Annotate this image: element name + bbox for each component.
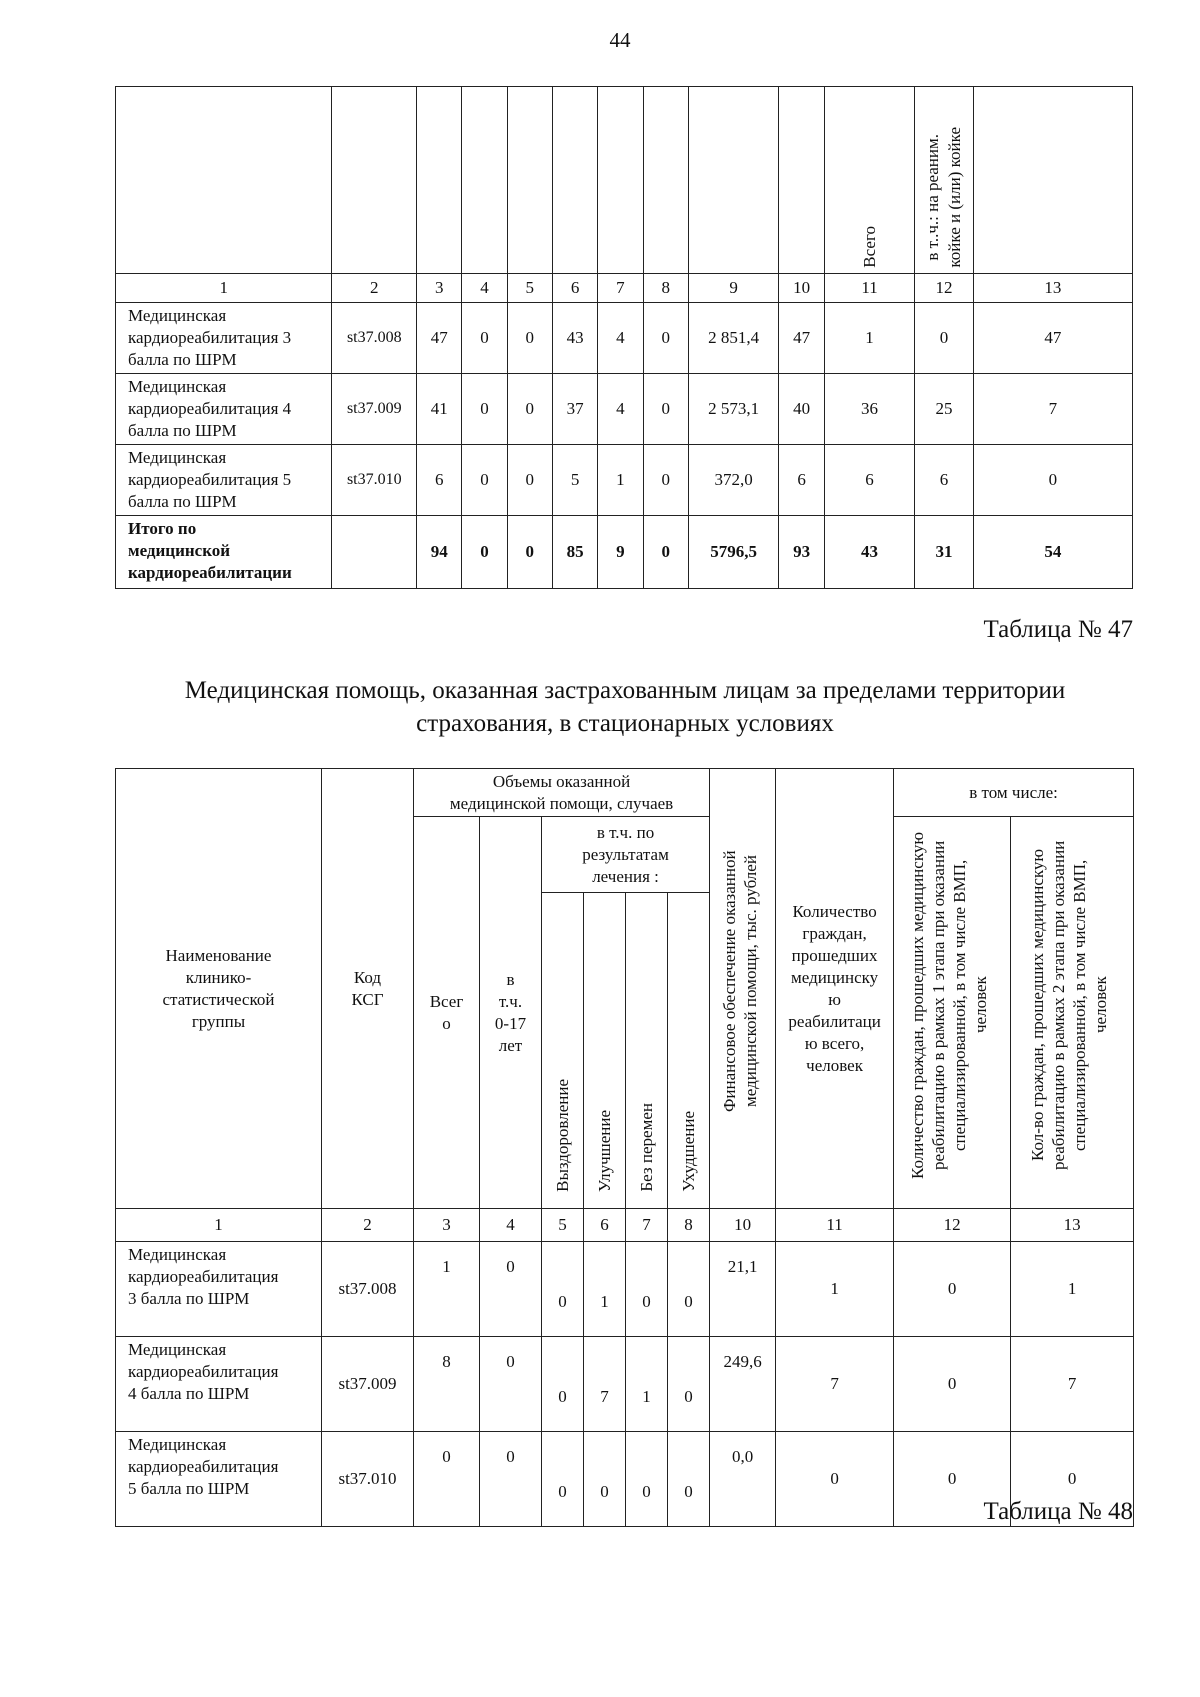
table-cell: 0: [542, 1242, 584, 1337]
total-cell: 43: [824, 516, 915, 589]
table-caption-48: Таблица № 48: [983, 1498, 1133, 1525]
total-cell: 5796,5: [688, 516, 779, 589]
table-cell: st37.009: [332, 374, 417, 445]
line: балла по ШРМ: [128, 350, 237, 369]
line: 4 балла по ШРМ: [128, 1384, 250, 1403]
column-number: 13: [973, 274, 1132, 303]
table-cell: st37.009: [322, 1337, 414, 1432]
row-name: [116, 303, 332, 374]
line: в т.ч. по: [596, 822, 655, 842]
table-cell: st37.008: [332, 303, 417, 374]
table-cell: st37.010: [332, 445, 417, 516]
table-cell: 8: [414, 1337, 480, 1432]
table1-header-row: [116, 87, 1133, 274]
line: кардиореабилитация: [128, 1362, 279, 1381]
line: кардиореабилитация: [128, 1457, 279, 1476]
table-cell: 0: [626, 1242, 668, 1337]
total-cell: 9: [598, 516, 643, 589]
line: кардиореабилитация: [128, 1267, 279, 1286]
table-cell: 0: [643, 374, 688, 445]
line: Объемы оказанной: [492, 771, 631, 791]
table-cell: 1: [598, 445, 643, 516]
table-cell: 0,0: [710, 1432, 776, 1527]
t1-header-reanim: в т..ч.: на реаним. койке и (или) койке: [915, 87, 973, 274]
line: Всег: [429, 991, 464, 1011]
line: Медицинская: [128, 377, 227, 396]
table-caption-47: Таблица № 47: [983, 616, 1133, 643]
t2-header-nochange: Без перемен: [626, 893, 668, 1209]
table-cell: 0: [480, 1432, 542, 1527]
table-cell: 0: [643, 303, 688, 374]
table-cell: 1: [626, 1337, 668, 1432]
column-number: 1: [116, 274, 332, 303]
table-title-47: Медицинская помощь, оказанная застрахованным лицам за пределами территории страхования, в стационарных условиях: [184, 677, 1066, 737]
table-cell: 6: [779, 445, 824, 516]
t2-header-code: [322, 769, 414, 1209]
table-cell: 0: [668, 1242, 710, 1337]
line: о: [442, 1013, 451, 1033]
table-cell: 4: [598, 374, 643, 445]
table-cell: 47: [779, 303, 824, 374]
table2-column-numbers: [116, 1209, 1134, 1242]
column-number: 7: [598, 274, 643, 303]
total-cell: 93: [779, 516, 824, 589]
line: 0-17: [494, 1013, 527, 1033]
table-cell: 372,0: [688, 445, 779, 516]
line: медицинску: [790, 967, 879, 987]
table-cell: 0: [542, 1432, 584, 1527]
total-cell: [332, 516, 417, 589]
line: Итого по: [128, 519, 197, 538]
t2-header-stage2: Кол-во граждан, прошедших медицинскую реабилитацию в рамках 2 этапа при оказании специализированной, в том числе ВМП, человек: [1011, 817, 1134, 1209]
table-cell: 7: [1011, 1337, 1134, 1432]
line: Медицинская: [128, 448, 227, 467]
total-cell: 31: [915, 516, 973, 589]
t2-header-volumes: [414, 769, 710, 817]
column-number: 2: [332, 274, 417, 303]
table-cell: 43: [552, 303, 597, 374]
line: балла по ШРМ: [128, 492, 237, 511]
outside-territory-table: [115, 768, 1134, 1527]
table-cell: 36: [824, 374, 915, 445]
table-cell: 37: [552, 374, 597, 445]
table-cell: 0: [776, 1432, 894, 1527]
table-cell: 0: [894, 1432, 1011, 1527]
table-cell: 6: [824, 445, 915, 516]
column-number: 6: [552, 274, 597, 303]
table-cell: 0: [507, 303, 552, 374]
column-number: 9: [688, 274, 779, 303]
t2-header-improvement: Улучшение: [584, 893, 626, 1209]
line: Наименование: [165, 945, 272, 965]
line: кардиореабилитации: [128, 563, 292, 582]
total-cell: 0: [643, 516, 688, 589]
line: прошедших: [791, 945, 878, 965]
table-cell: 0: [915, 303, 973, 374]
table-cell: 249,6: [710, 1337, 776, 1432]
t2-header-including: в том числе:: [894, 769, 1134, 817]
column-number: 12: [894, 1209, 1011, 1242]
table-cell: 21,1: [710, 1242, 776, 1337]
line: медицинской помощи, случаев: [449, 793, 674, 813]
table-cell: 0: [480, 1337, 542, 1432]
table-cell: 7: [584, 1337, 626, 1432]
row-name: [116, 374, 332, 445]
column-number: 4: [462, 274, 507, 303]
line: в: [506, 969, 515, 989]
line: человек: [806, 1055, 863, 1075]
t1-header-total: Всего: [824, 87, 915, 274]
table-row: [116, 374, 1133, 445]
table-cell: st37.010: [322, 1432, 414, 1527]
table-cell: 6: [417, 445, 462, 516]
total-row: [116, 516, 1133, 589]
table-cell: 0: [462, 445, 507, 516]
t2-header-children: [480, 817, 542, 1209]
table-cell: 1: [776, 1242, 894, 1337]
t2-header-total: [414, 817, 480, 1209]
t2-header-count: [776, 769, 894, 1209]
column-number: 8: [668, 1209, 710, 1242]
column-number: 8: [643, 274, 688, 303]
line: кардиореабилитация 4: [128, 399, 292, 418]
row-name: [116, 1432, 322, 1527]
row-name: [116, 1242, 322, 1337]
table-cell: st37.008: [322, 1242, 414, 1337]
t2-header-finance: Финансовое обеспечение оказанной медицинской помощи, тыс. рублей: [710, 769, 776, 1209]
line: реабилитаци: [788, 1011, 881, 1031]
column-number: 5: [542, 1209, 584, 1242]
table-row: [116, 445, 1133, 516]
line: лечения :: [592, 866, 659, 886]
line: балла по ШРМ: [128, 421, 237, 440]
table-row: [116, 1432, 1134, 1527]
table-row: [116, 1337, 1134, 1432]
line: кардиореабилитация 5: [128, 470, 292, 489]
page-number: 44: [609, 28, 631, 52]
column-number: 12: [915, 274, 973, 303]
column-number: 4: [480, 1209, 542, 1242]
table-cell: 5: [552, 445, 597, 516]
line: клинико-: [185, 967, 252, 987]
total-cell: 85: [552, 516, 597, 589]
column-number: 11: [776, 1209, 894, 1242]
line: лет: [498, 1035, 523, 1055]
table-row: [116, 303, 1133, 374]
table-cell: 0: [414, 1432, 480, 1527]
column-number: 10: [779, 274, 824, 303]
table-cell: 0: [507, 445, 552, 516]
line: медицинской: [128, 541, 231, 560]
table-cell: 0: [894, 1337, 1011, 1432]
table-cell: 0: [668, 1337, 710, 1432]
t2-header-recovery: Выздоровление: [542, 893, 584, 1209]
table-cell: 0: [626, 1432, 668, 1527]
line: т.ч.: [498, 991, 523, 1011]
line: группы: [191, 1011, 246, 1031]
column-number: 7: [626, 1209, 668, 1242]
t2-header-stage1: Количество граждан, прошедших медицинскую реабилитацию в рамках 1 этапа при оказании специализированной, в том числе ВМП, человек: [894, 817, 1011, 1209]
column-number: 6: [584, 1209, 626, 1242]
line: Медицинская: [128, 1245, 227, 1264]
table-cell: 47: [417, 303, 462, 374]
table-cell: 1: [414, 1242, 480, 1337]
total-cell: 0: [507, 516, 552, 589]
line: Медицинская: [128, 1435, 227, 1454]
table-cell: 0: [462, 374, 507, 445]
table-cell: 0: [1011, 1432, 1134, 1527]
table1-column-numbers: [116, 274, 1133, 303]
table-cell: 2 851,4: [688, 303, 779, 374]
t2-header-results: [542, 817, 710, 893]
line: статистической: [162, 989, 275, 1009]
table-cell: 0: [584, 1432, 626, 1527]
t2-header-name: [116, 769, 322, 1209]
table-cell: 6: [915, 445, 973, 516]
table-cell: 0: [643, 445, 688, 516]
column-number: 3: [417, 274, 462, 303]
table-cell: 0: [507, 374, 552, 445]
total-cell: 0: [462, 516, 507, 589]
line: 5 балла по ШРМ: [128, 1479, 250, 1498]
table-cell: 0: [894, 1242, 1011, 1337]
column-number: 5: [507, 274, 552, 303]
line: ю всего,: [804, 1033, 865, 1053]
table-cell: 1: [1011, 1242, 1134, 1337]
line: Медицинская: [128, 306, 227, 325]
column-number: 2: [322, 1209, 414, 1242]
table-cell: 0: [542, 1337, 584, 1432]
column-number: 10: [710, 1209, 776, 1242]
line: Код: [353, 967, 382, 987]
table-cell: 0: [973, 445, 1132, 516]
column-number: 11: [824, 274, 915, 303]
line: кардиореабилитация 3: [128, 328, 292, 347]
table-cell: 1: [584, 1242, 626, 1337]
row-name: [116, 1337, 322, 1432]
column-number: 3: [414, 1209, 480, 1242]
table-cell: 0: [480, 1242, 542, 1337]
line: ю: [828, 989, 841, 1009]
table-cell: 4: [598, 303, 643, 374]
column-number: 13: [1011, 1209, 1134, 1242]
table-cell: 7: [973, 374, 1132, 445]
total-cell: 94: [417, 516, 462, 589]
table-cell: 0: [668, 1432, 710, 1527]
total-cell: 54: [973, 516, 1132, 589]
row-name: [116, 445, 332, 516]
t2-header-worsening: Ухудшение: [668, 893, 710, 1209]
column-number: 1: [116, 1209, 322, 1242]
line: результатам: [582, 844, 669, 864]
rehab-summary-table: [115, 86, 1133, 589]
table-cell: 1: [824, 303, 915, 374]
table-cell: 40: [779, 374, 824, 445]
table-row: [116, 1242, 1134, 1337]
table-cell: 47: [973, 303, 1132, 374]
table-cell: 2 573,1: [688, 374, 779, 445]
line: 3 балла по ШРМ: [128, 1289, 250, 1308]
line: Количество: [792, 901, 877, 921]
table-cell: 25: [915, 374, 973, 445]
total-name: [116, 516, 332, 589]
table-cell: 0: [462, 303, 507, 374]
line: КСГ: [351, 989, 384, 1009]
table-cell: 7: [776, 1337, 894, 1432]
line: Медицинская: [128, 1340, 227, 1359]
line: граждан,: [802, 923, 867, 943]
table-cell: 41: [417, 374, 462, 445]
